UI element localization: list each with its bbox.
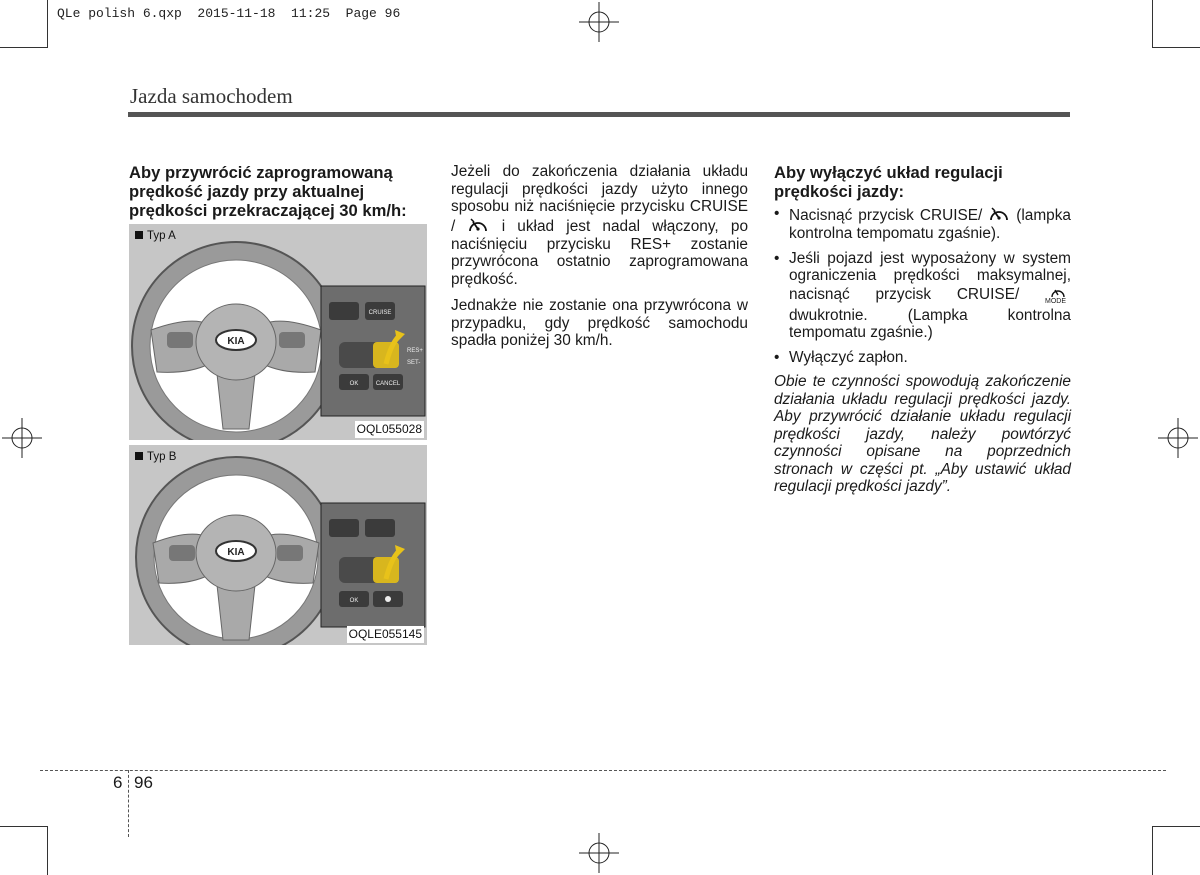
crop-mark xyxy=(1152,826,1153,875)
steering-wheel-illustration-a xyxy=(129,224,427,440)
column-1 xyxy=(129,163,427,650)
svg-text:CRUISE: CRUISE xyxy=(368,310,392,316)
bullet-2-part-a: Jeśli pojazd jest wyposażony w system ograniczenia prędkości maksymalnej, nacisnąć przycisk CRUISE/ xyxy=(789,249,1071,303)
list-item: • Wyłączyć zapłon. xyxy=(774,349,1071,367)
registration-mark-icon xyxy=(579,833,619,873)
print-header: QLe polish 6.qxp 2015-11-18 11:25 Page 96 xyxy=(57,6,401,21)
bullet-1-part-a: Nacisnąć przycisk CRUISE/ xyxy=(789,207,983,224)
svg-text:RES+: RES+ xyxy=(407,348,423,354)
figure-type-a xyxy=(129,224,427,440)
registration-mark-icon xyxy=(1158,418,1198,458)
footer-rule xyxy=(40,770,1166,771)
figure-type-b xyxy=(129,445,427,645)
col3-bullet-list xyxy=(774,205,1071,366)
col2-paragraph-1-part-a: Jeżeli do zakończenia działania układu regulacji prędkości jazdy użyto innego sposobu niż naciśnięcie przycisku CRUISE / xyxy=(451,163,748,235)
footer-divider xyxy=(128,770,129,837)
crop-mark xyxy=(47,826,48,875)
figure-code-a: OQL055028 xyxy=(355,421,424,439)
svg-text:OK: OK xyxy=(349,381,359,387)
col3-note: Obie te czynności spowodują zakończenie działania układu regulacji prędkości jazdy. Aby przywrócić działanie układu regulacji prędkości jazdy, należy powtórzyć czynności opisane na poprzednich stronach w części pt. „Aby ustawić układ regulacji prędkości jazdy”. xyxy=(774,373,1071,495)
crop-mark xyxy=(0,47,48,48)
registration-mark-icon xyxy=(579,2,619,42)
figure-label-b: Typ B xyxy=(135,449,176,467)
list-item xyxy=(774,205,1071,243)
svg-text:CANCEL: CANCEL xyxy=(375,381,401,387)
svg-text:SET-: SET- xyxy=(407,360,421,366)
svg-text:KIA: KIA xyxy=(227,547,245,558)
crop-mark xyxy=(1152,826,1200,827)
crop-mark xyxy=(47,0,48,48)
figure-label-a: Typ A xyxy=(135,228,176,246)
column-2 xyxy=(451,163,748,359)
svg-text:KIA: KIA xyxy=(227,336,245,347)
section-rule xyxy=(128,112,1070,117)
svg-text:OK: OK xyxy=(349,598,359,604)
crop-mark xyxy=(1152,47,1200,48)
bullet-2-part-b: dwukrotnie. (Lampka kontrolna tempomatu zgaśnie.) xyxy=(789,306,1071,341)
crop-mark xyxy=(0,826,48,827)
mode-label: MODE xyxy=(1045,297,1066,305)
col2-paragraph-2: Jednakże nie zostanie ona przywrócona w przypadku, gdy prędkość samochodu spadła poniżej 30 km/h. xyxy=(451,297,748,349)
registration-mark-icon xyxy=(2,418,42,458)
page-number: 96 xyxy=(134,773,153,792)
cruise-mode-icon xyxy=(1045,285,1071,307)
col2-paragraph-1-part-b: i układ jest nadal włączony, po naciśnięciu przycisku RES+ zostanie przywrócona ostatnio zaprogramowana prędkość. xyxy=(451,217,749,288)
cruise-speedometer-icon xyxy=(467,216,489,236)
crop-mark xyxy=(1152,0,1153,48)
cruise-speedometer-icon xyxy=(988,205,1010,225)
bullet-1-part-b: (lampka kontrolna tempomatu zgaśnie). xyxy=(789,207,1071,242)
chapter-number: 6 xyxy=(113,773,123,792)
figure-code-b: OQLE055145 xyxy=(347,626,424,644)
list-item xyxy=(774,250,1071,342)
col2-paragraph-1 xyxy=(451,163,748,288)
col3-heading: Aby wyłączyć układ regulacji prędkości jazdy: xyxy=(774,163,1003,201)
section-title: Jazda samochodem xyxy=(130,84,293,108)
col1-heading: Aby przywrócić zaprogramowaną prędkość jazdy przy aktualnej prędkości przekraczającej 30 km/h: xyxy=(129,163,407,220)
steering-wheel-illustration-b xyxy=(129,445,427,645)
column-3 xyxy=(774,163,1071,505)
